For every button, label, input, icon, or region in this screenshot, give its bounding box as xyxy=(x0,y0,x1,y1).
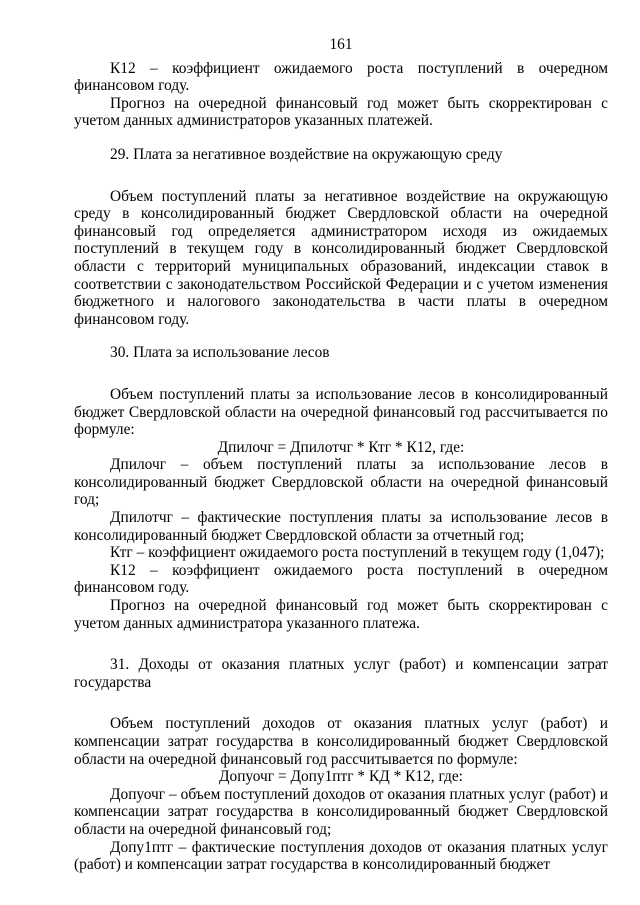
section-heading-30: 30. Плата за использование лесов xyxy=(110,344,330,362)
definition-dopu1ptg: Допу1птг – фактические поступления доходов от оказания платных услуг (работ) и компенсации затрат государства в консолидированный бюджет xyxy=(74,838,608,874)
definition-dpilotchg: Дпилотчг – фактические поступления платы за использование лесов в консолидированный бюджет Свердловской области за отчетный год; xyxy=(74,509,608,544)
paragraph-section-29-body: Объем поступлений платы за негативное воздействие на окружающую среду в консолидированный бюджет Свердловской области на очередной финансовый год определяется администратором исходя из ожидаемых поступлений в текущем году в консолидированный бюджет Свердловской области с территорий муниципальных образований, индексации ставок в соответствии с законодательством Российской Федерации и с учетом изменения бюджетного и налогового законодательства в части платы в очередном финансовом году. xyxy=(74,187,608,328)
paragraph-forecast-note-2: Прогноз на очередной финансовый год может быть скорректирован с учетом данных администратора указанного платежа. xyxy=(74,597,608,632)
definition-ktg: Ктг – коэффициент ожидаемого роста поступлений в текущем году (1,047); xyxy=(110,544,605,562)
formula-forest: Дпилочг = Дпилотчг * Ктг * К12, где: xyxy=(217,438,465,456)
definition-k12: К12 – коэффициент ожидаемого роста поступлений в очередном финансовом году. xyxy=(74,561,608,597)
paragraph-section-30-intro: Объем поступлений платы за использование лесов в консолидированный бюджет Свердловской области на очередной финансовый год рассчитывается по формуле: xyxy=(74,385,608,439)
section-heading-29: 29. Плата за негативное воздействие на окружающую среду xyxy=(110,145,503,163)
paragraph-forecast-note: Прогноз на очередной финансовый год может быть скорректирован с учетом данных администраторов указанных платежей. xyxy=(74,94,608,130)
formula-services: Допуочг = Допу1птг * КД * К12, где: xyxy=(219,768,463,786)
paragraph-k12-definition: К12 – коэффициент ожидаемого роста поступлений в очередном финансовом году. xyxy=(74,59,608,95)
document-page xyxy=(74,36,608,874)
definition-dpilochg: Дпилочг – объем поступлений платы за использование лесов в консолидированный бюджет Свердловской области на очередной финансовый год; xyxy=(74,456,608,509)
definition-dopuochg: Допуочг – объем поступлений доходов от оказания платных услуг (работ) и компенсации затрат государства в консолидированный бюджет Свердловской области на очередной финансовый год; xyxy=(74,785,608,838)
page-number: 161 xyxy=(329,36,353,53)
section-heading-31: 31. Доходы от оказания платных услуг (работ) и компенсации затрат государства xyxy=(74,656,608,691)
paragraph-section-31-intro: Объем поступлений доходов от оказания платных услуг (работ) и компенсации затрат государства в консолидированный бюджет Свердловской области на очередной финансовый год рассчитывается по формуле: xyxy=(74,715,608,768)
